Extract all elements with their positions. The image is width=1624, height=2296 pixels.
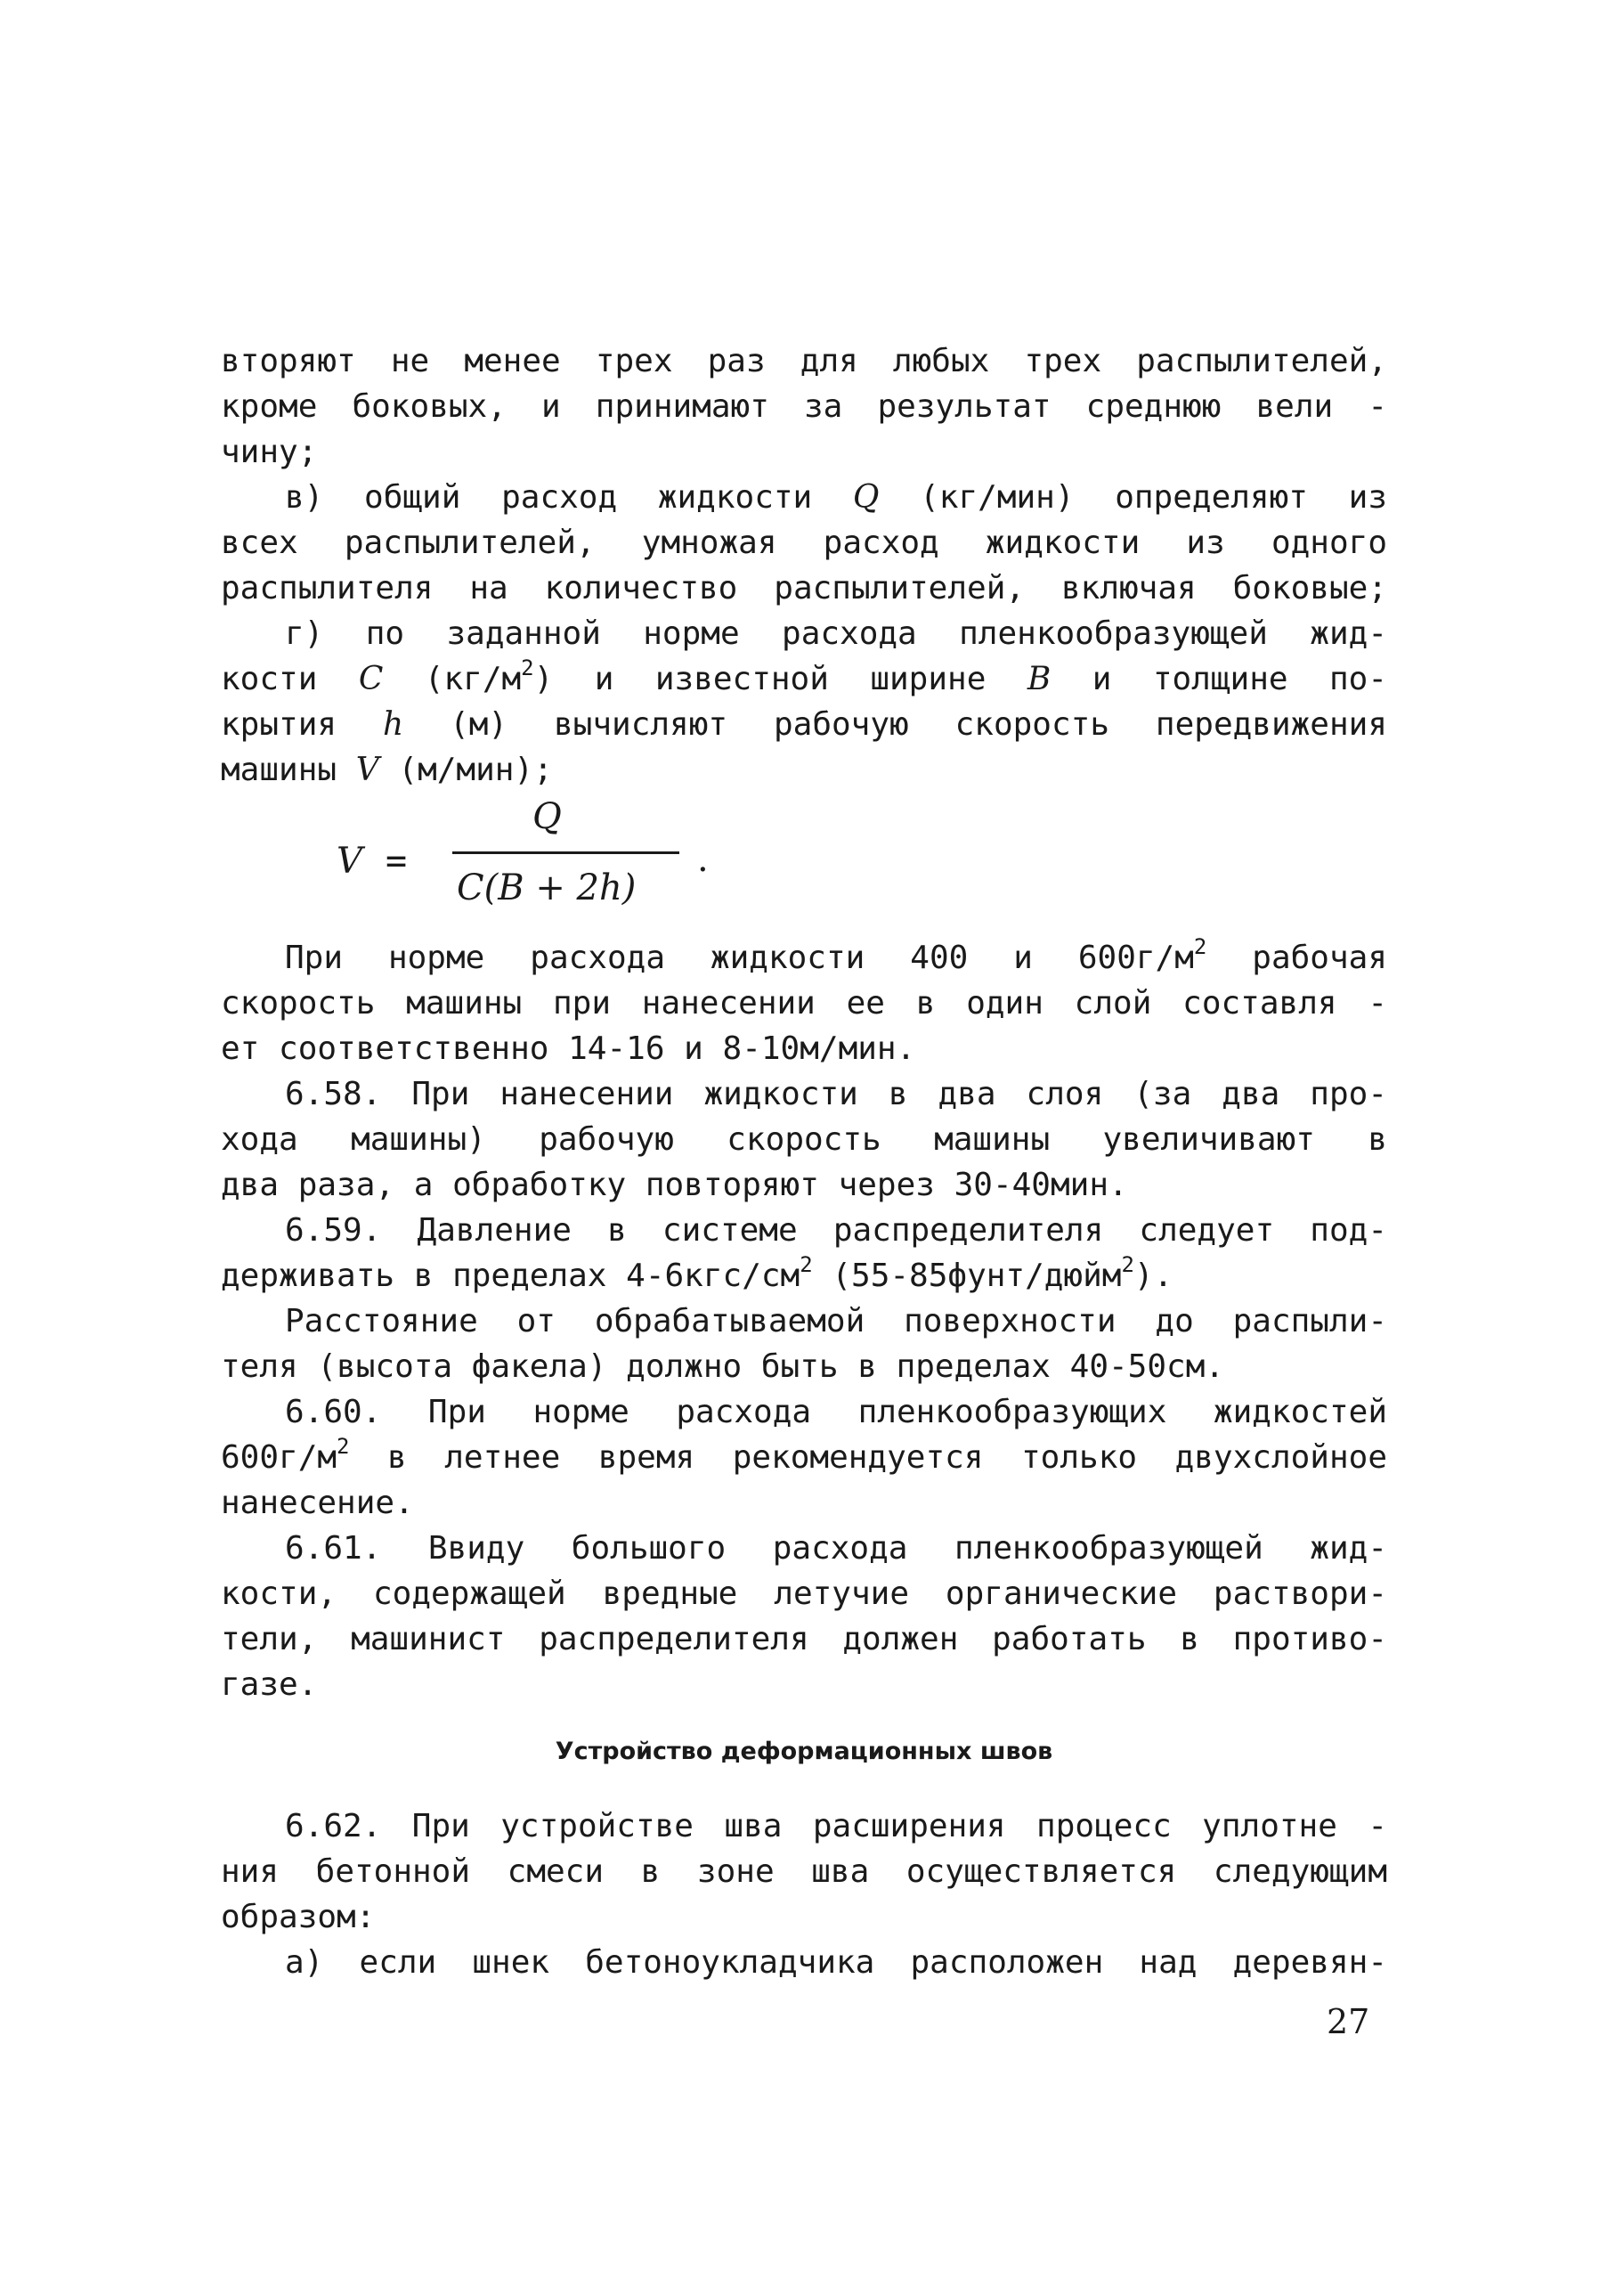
text-line: $600г/м^2$ в летнее время рекомендуется только двухслойное — [221, 1434, 1387, 1476]
text-line: теля (высота факела) должно быть в пределах 40-50см. — [221, 1348, 1225, 1385]
formula-denominator: C(B + 2h) — [457, 867, 637, 908]
formula-numerator: Q — [532, 796, 562, 837]
text-line: ния бетонной смеси в зоне шва осуществляется следующим — [221, 1853, 1387, 1890]
text-line: нанесение. — [221, 1485, 414, 1521]
text-line: распылителя на количество распылителей, включая боковые; — [221, 570, 1387, 607]
text-line: г) по заданной норме расхода пленкообразующей жид- — [285, 615, 1387, 652]
text-line: чину; — [221, 434, 318, 470]
text-line: газе. — [221, 1666, 318, 1703]
text-line: всех распылителей, умножая расход жидкости из одного — [221, 525, 1387, 561]
page-number: 27 — [1327, 2002, 1370, 2041]
formula-equals: = — [386, 841, 408, 882]
text-line: кроме боковых, и принимают за результат среднюю вели - — [221, 388, 1387, 425]
text-line: кости C $(кг/м^2)$ и известной ширине B и толщине по- — [221, 655, 1388, 697]
section-heading: Устройство деформационных швов — [555, 1738, 1053, 1765]
fraction-bar — [452, 851, 679, 854]
text-line: образом: — [221, 1899, 376, 1935]
text-line: 6.61. Ввиду большого расхода пленкообразующей жид- — [285, 1530, 1387, 1567]
text-line: 6.62. При устройстве шва расширения процесс уплотне - — [285, 1808, 1387, 1844]
velocity-formula — [221, 796, 1387, 930]
text-line: а) если шнек бетоноукладчика расположен над деревян- — [285, 1944, 1387, 1981]
text-line: 6.60. При норме расхода пленкообразующих жидкостей — [285, 1394, 1387, 1430]
formula-lhs: V — [337, 841, 362, 882]
text-line: тели, машинист распределителя должен работать в противо- — [221, 1621, 1387, 1657]
text-line: держивать в пределах $4-6кгс/см^2$ (55-85фунт/дюйм$^2$). — [221, 1252, 1173, 1294]
text-line: крытия h (м) вычисляют рабочую скорость передвижения — [221, 706, 1388, 743]
text-line: кости, содержащей вредные летучие органические раствори- — [221, 1575, 1387, 1612]
text-line: два раза, а обработку повторяют через 30-40мин. — [221, 1167, 1128, 1203]
formula-period: . — [697, 839, 709, 880]
text-line: Расстояние от обрабатываемой поверхности до распыли- — [285, 1303, 1387, 1339]
text-line: При норме расхода жидкости 400 и $600г/м^2$ рабочая — [285, 934, 1388, 976]
text-line: 6.59. Давление в системе распределителя следует под- — [285, 1212, 1387, 1249]
page-body — [221, 338, 1387, 1985]
text-line: ет соответственно 14-16 и 8-10м/мин. — [221, 1030, 916, 1067]
text-line: 6.58. При нанесении жидкости в два слоя (за два про- — [285, 1076, 1387, 1112]
text-line: вторяют не менее трех раз для любых трех распылителей, — [221, 343, 1387, 379]
text-line: хода машины) рабочую скорость машины увеличивают в — [221, 1121, 1387, 1158]
text-line: машины V (м/мин); — [221, 752, 553, 788]
text-line: скорость машины при нанесении ее в один слой составля - — [221, 985, 1387, 1022]
text-line: в) общий расход жидкости Q (кг/мин) определяют из — [285, 479, 1387, 516]
